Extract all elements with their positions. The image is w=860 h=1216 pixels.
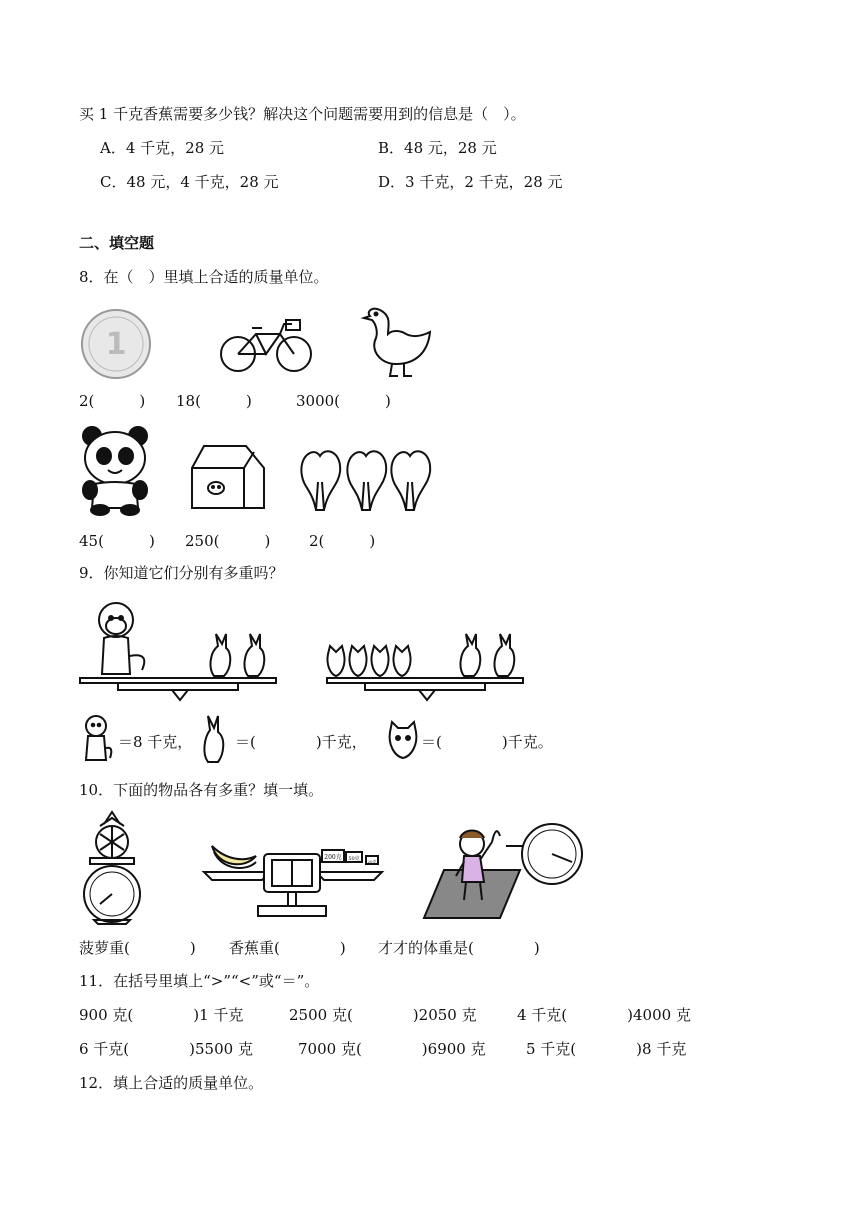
cat-icon [386, 720, 420, 760]
equation-rabbit[interactable]: ＝( )千克， [235, 733, 367, 751]
q10-answer-banana[interactable]: 香蕉重( ) [229, 939, 346, 957]
q11-item-2[interactable]: 2500 克( )2050 克 [289, 1006, 477, 1024]
child-scale-illustration [424, 822, 588, 922]
q10-stem: 10．下面的物品各有多重？填一填。 [79, 781, 324, 799]
equation-monkey: ＝8 千克， [118, 733, 193, 751]
q10-answer-pineapple[interactable]: 菠萝重( ) [79, 939, 196, 957]
section-title: 二、填空题 [79, 234, 155, 252]
rabbit-icon [200, 714, 230, 764]
goose-illustration [362, 302, 434, 380]
q10-answer-weight[interactable]: 才才的体重是( ) [378, 939, 540, 957]
q7-option-a: A．4 千克，28 元 [100, 139, 224, 157]
pineapple-scale-illustration [80, 812, 144, 924]
milk-carton-illustration [188, 444, 268, 510]
q11-item-6[interactable]: 5 千克( )8 千克 [526, 1040, 687, 1058]
coin-value: 1 [105, 327, 127, 362]
banana-balance-illustration [204, 832, 384, 920]
q7-option-b: B．48 元，28 元 [378, 139, 497, 157]
q8-blank-4[interactable]: 45( ) [79, 532, 155, 550]
q11-item-4[interactable]: 6 千克( )5500 克 [79, 1040, 253, 1058]
q8-blank-5[interactable]: 250( ) [185, 532, 271, 550]
q11-item-1[interactable]: 900 克( )1 千克 [79, 1006, 244, 1024]
q9-stem: 9．你知道它们分别有多重吗？ [79, 564, 284, 582]
weight-20g: 20克 [367, 859, 377, 864]
weight-200g: 200克 [324, 854, 342, 861]
monkey-icon [80, 714, 114, 764]
q7-option-c: C．48 元，4 千克，28 元 [100, 173, 279, 191]
q7-option-d: D．3 千克，2 千克，28 元 [378, 173, 563, 191]
q11-item-3[interactable]: 4 千克( )4000 克 [517, 1006, 691, 1024]
q8-blank-2[interactable]: 18( ) [176, 392, 252, 410]
q8-stem: 8．在（ ）里填上合适的质量单位。 [79, 268, 329, 286]
q11-stem: 11．在括号里填上“>”“<”或“＝”。 [79, 972, 320, 990]
q8-blank-1[interactable]: 2( ) [79, 392, 146, 410]
q8-blank-3[interactable]: 3000( ) [296, 392, 391, 410]
coin-illustration [80, 308, 152, 380]
q12-stem: 12．填上合适的质量单位。 [79, 1074, 264, 1092]
weight-50g: 50克 [348, 856, 360, 862]
equation-cat[interactable]: ＝( )千克。 [421, 733, 553, 751]
q11-item-5[interactable]: 7000 克( )6900 克 [298, 1040, 486, 1058]
balance-scales-illustration [80, 596, 525, 700]
q7-stem: 买 1 千克香蕉需要多少钱？解决这个问题需要用到的信息是（ ）。 [79, 105, 526, 123]
panda-illustration [80, 424, 152, 516]
bicycle-illustration [218, 318, 314, 374]
q8-blank-6[interactable]: 2( ) [309, 532, 376, 550]
cabbage-illustration [298, 446, 438, 512]
